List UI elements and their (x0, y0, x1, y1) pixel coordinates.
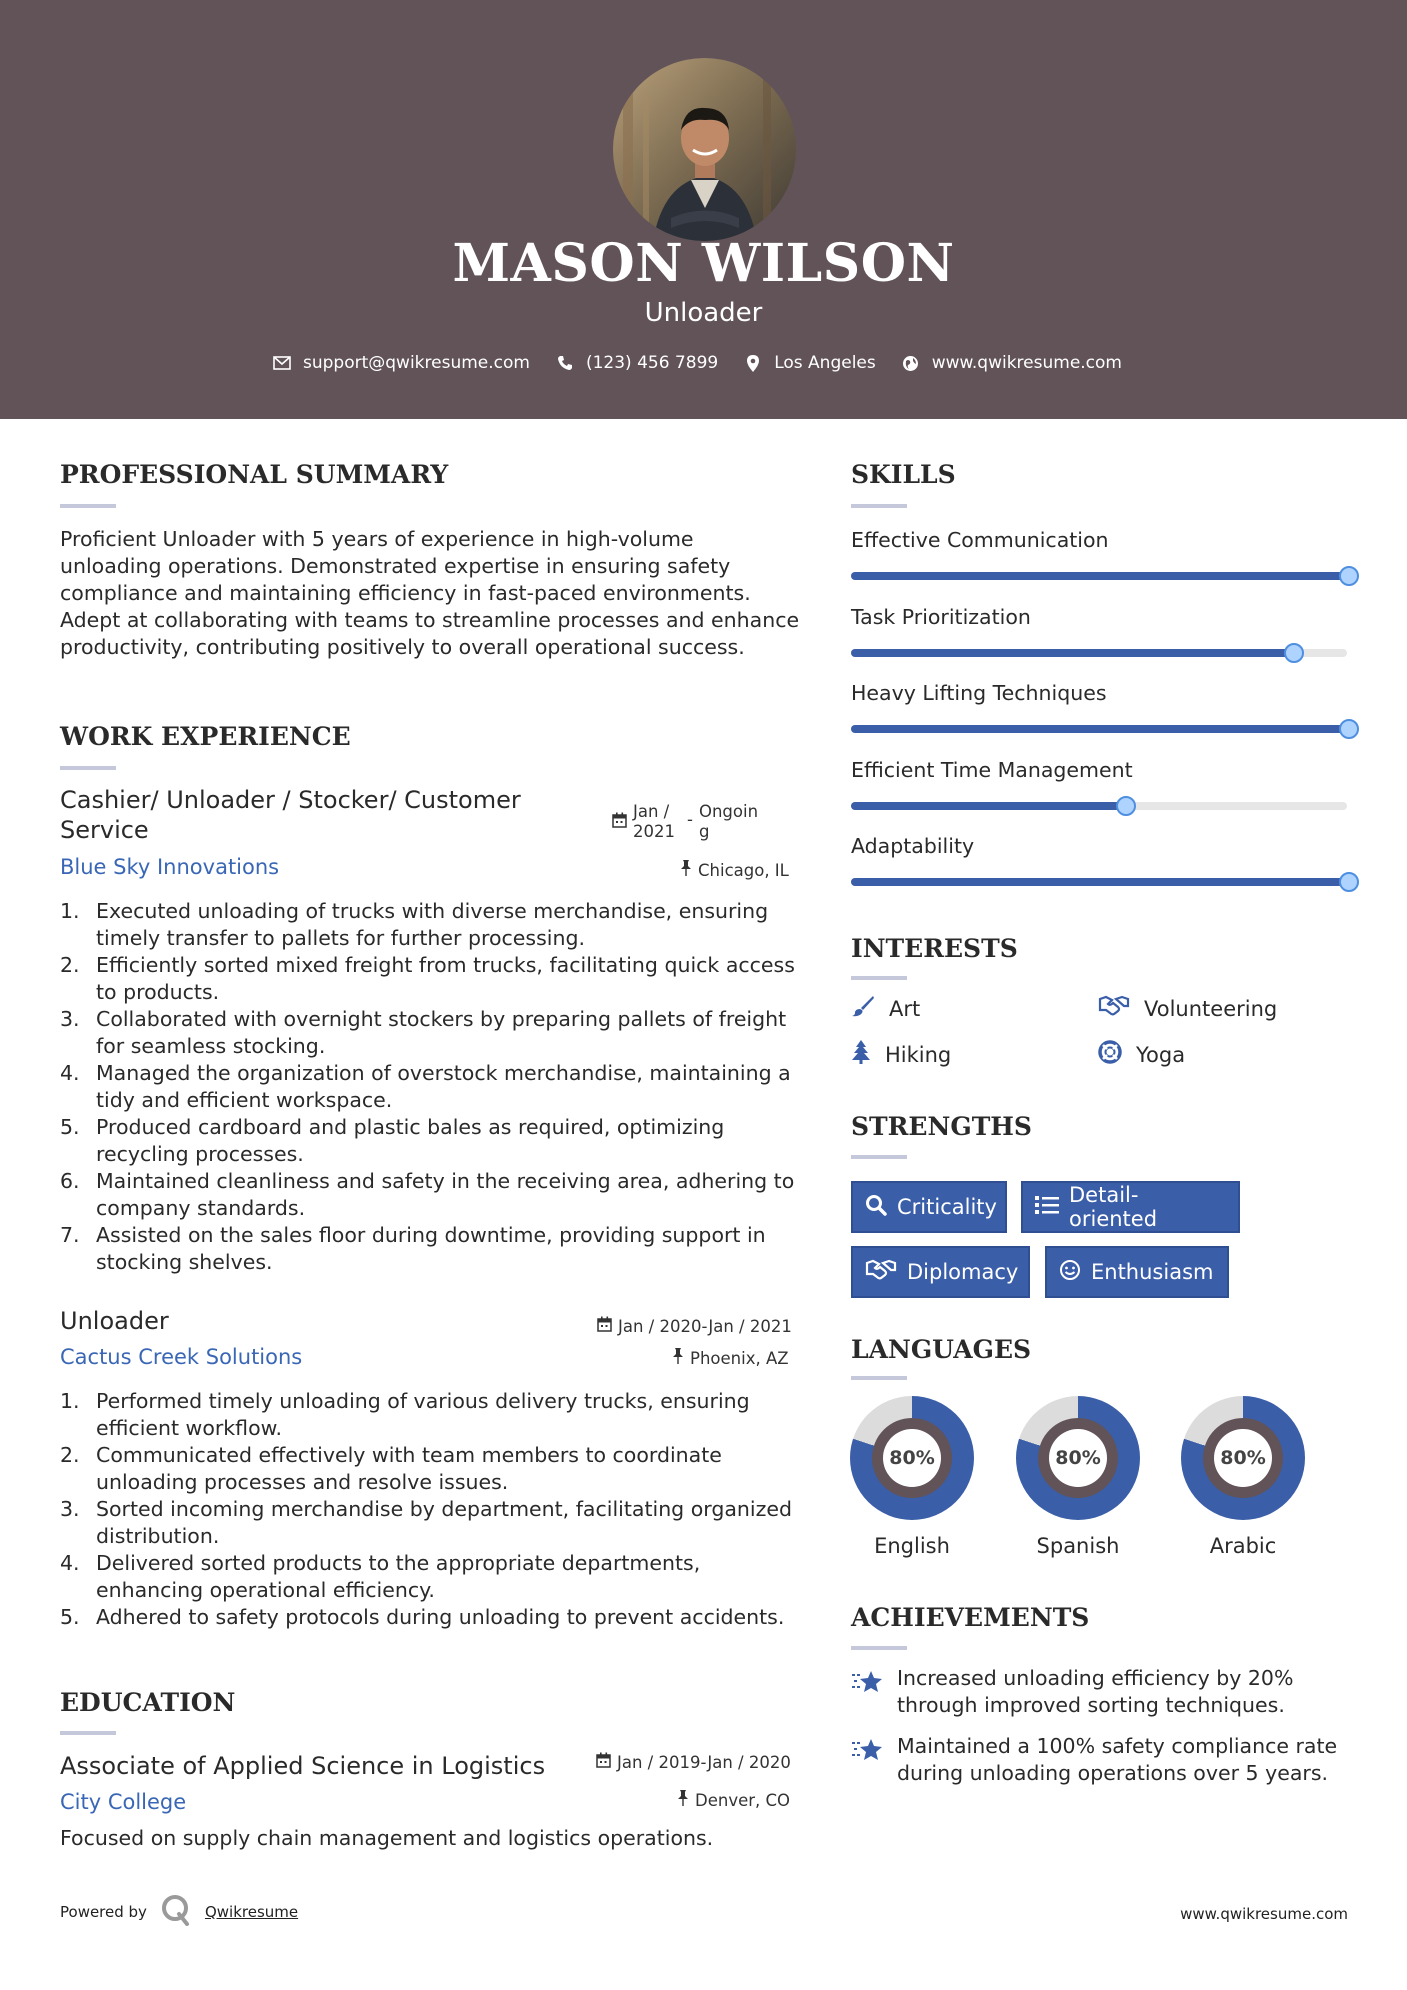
section-divider (60, 1731, 116, 1735)
candidate-name: MASON WILSON (452, 233, 955, 294)
list-item: 3. Sorted incoming merchandise by department, facilitating organized distribution. (60, 1497, 792, 1548)
strength-chip-detail-oriented (1021, 1181, 1240, 1233)
section-divider (851, 504, 907, 508)
skill-bar-knob (1116, 796, 1136, 816)
handshake-icon (1098, 995, 1130, 1022)
job-date (612, 802, 765, 842)
skill-label: Efficient Time Management (851, 757, 1133, 782)
education-location-text: Denver, CO (695, 1790, 791, 1810)
list-item: 1. Performed timely unloading of various delivery trucks, ensuring efficient workflow. (60, 1389, 750, 1440)
search-icon (865, 1194, 887, 1221)
calendar-icon (612, 812, 627, 832)
education-date-text: Jan / 2019-Jan / 2020 (617, 1752, 791, 1772)
skill-bar (851, 572, 1347, 580)
tree-icon (851, 1040, 871, 1069)
brand-link[interactable]: Qwikresume (204, 1903, 299, 1921)
language-ring-inner (1203, 1418, 1283, 1498)
qwikresume-logo-icon (161, 1894, 191, 1930)
skill-label: Adaptability (851, 834, 975, 858)
section-divider (851, 1376, 907, 1380)
paintbrush-icon (851, 995, 875, 1022)
job-bullets (60, 1388, 796, 1631)
section-divider (851, 976, 907, 980)
interest-item-art (851, 995, 920, 1022)
job-location-text: Phoenix, AZ (690, 1348, 789, 1368)
list-item: 7. Assisted on the sales floor during downtime, providing support in stocking shelves. (60, 1223, 766, 1274)
skill-bar-knob (1284, 643, 1304, 663)
interest-item-yoga (1098, 1040, 1185, 1069)
strengths-heading: STRENGTHS (851, 1112, 1032, 1141)
skill-bar-fill (851, 649, 1292, 657)
skill-bar (851, 725, 1347, 733)
school-name[interactable]: City College (60, 1790, 187, 1814)
interest-item-hiking (851, 1040, 951, 1069)
footer-website-link[interactable]: www.qwikresume.com (1180, 1905, 1348, 1923)
achievement-text: Maintained a 100% safety compliance rate during unloading operations over 5 years. (897, 1734, 1338, 1785)
summary-heading: PROFESSIONAL SUMMARY (60, 460, 449, 489)
strength-label: Enthusiasm (1091, 1260, 1214, 1284)
powered-by-text: Powered by (60, 1903, 147, 1921)
job-title: Unloader (60, 1307, 169, 1335)
interest-label: Hiking (885, 1042, 952, 1067)
map-pin-icon (742, 352, 764, 374)
list-item: 5. Produced cardboard and plastic bales as required, optimizing recycling processes. (60, 1115, 725, 1166)
header-banner (0, 0, 1407, 419)
section-divider (60, 504, 116, 508)
location-text: Los Angeles (774, 353, 876, 373)
education-location (677, 1790, 790, 1810)
skill-bar-fill (851, 572, 1347, 580)
skill-bar-knob (1339, 872, 1359, 892)
language-ring (850, 1396, 974, 1520)
interest-item-volunteering (1098, 995, 1277, 1022)
interest-label: Art (889, 996, 921, 1021)
job-location (672, 1348, 789, 1368)
achievement-item (851, 1733, 1351, 1787)
languages-heading: LANGUAGES (851, 1335, 1032, 1364)
list-item: 1. Executed unloading of trucks with diverse merchandise, ensuring timely transfer to pallets for further processing. (60, 899, 769, 950)
list-item: 4. Delivered sorted products to the appropriate departments, enhancing operational efficiency. (60, 1551, 701, 1602)
skills-heading: SKILLS (851, 460, 956, 489)
strength-chip-diplomacy (851, 1246, 1030, 1298)
calendar-icon (596, 1752, 611, 1772)
job-date-end: Ongoing (698, 802, 759, 841)
handshake-icon (865, 1259, 897, 1286)
skill-bar-knob (1339, 566, 1359, 586)
phone-number: (123) 456 7899 (585, 353, 719, 373)
list-item: 2. Communicated effectively with team members to coordinate unloading processes and resolve issues. (60, 1443, 722, 1494)
job-title: Cashier/ Unloader / Stocker/ Customer Service (60, 786, 521, 844)
language-percent: 80% (883, 1429, 941, 1487)
globe-icon (900, 352, 922, 374)
skill-bar (851, 802, 1347, 810)
skill-bar-fill (851, 802, 1124, 810)
section-divider (851, 1646, 907, 1650)
list-item: 2. Efficiently sorted mixed freight from trucks, facilitating quick access to products. (60, 953, 795, 1004)
language-ring (1016, 1396, 1140, 1520)
section-divider (60, 766, 116, 770)
shooting-star-icon (851, 1669, 883, 1719)
calendar-icon (597, 1316, 612, 1336)
pushpin-icon (672, 1348, 684, 1368)
education-date (596, 1752, 791, 1772)
summary-text: Proficient Unloader with 5 years of experience in high-volume unloading operations. Demonstrated expertise in ensuring safety compliance and maintaining efficiency in fast-paced environments. Adept at collaborating with teams to streamline processes and enhance productivity, contributing positively to overall operational success. (60, 527, 800, 659)
shooting-star-icon (851, 1737, 883, 1787)
smile-icon (1059, 1259, 1081, 1286)
job-location (680, 860, 789, 880)
job-date-separator: - (687, 810, 693, 829)
language-ring-inner (1038, 1418, 1118, 1498)
strength-label: Detail-oriented (1069, 1183, 1158, 1231)
skill-bar (851, 878, 1347, 886)
list-item: 5. Adhered to safety protocols during unloading to prevent accidents. (60, 1605, 785, 1629)
job-date-start: Jan / 2021 (633, 802, 675, 841)
list-item: 3. Collaborated with overnight stockers by preparing pallets of freight for seamless stocking. (60, 1007, 787, 1058)
skill-bar-fill (851, 725, 1347, 733)
contact-bar (0, 352, 1407, 374)
education-heading: EDUCATION (60, 1688, 236, 1717)
degree-title: Associate of Applied Science in Logistics (60, 1752, 546, 1780)
avatar (613, 58, 796, 241)
language-percent: 80% (1049, 1429, 1107, 1487)
list-icon (1035, 1195, 1059, 1220)
list-item: 6. Maintained cleanliness and safety in the receiving area, adhering to company standards. (60, 1169, 795, 1220)
skill-label: Heavy Lifting Techniques (851, 681, 1107, 705)
interest-label: Yoga (1136, 1042, 1186, 1067)
company-name[interactable]: Blue Sky Innovations (60, 855, 280, 879)
interest-label: Volunteering (1144, 996, 1278, 1021)
strength-chip-criticality (851, 1181, 1007, 1233)
education-description: Focused on supply chain management and logistics operations. (60, 1826, 714, 1850)
achievements-heading: ACHIEVEMENTS (851, 1603, 1090, 1632)
language-name: English (874, 1534, 950, 1558)
work-heading: WORK EXPERIENCE (60, 722, 351, 751)
language-percent: 80% (1214, 1429, 1272, 1487)
email-link[interactable]: support@qwikresume.com (303, 353, 530, 373)
strength-label: Criticality (897, 1195, 997, 1219)
skill-bar (851, 649, 1347, 657)
language-item (1016, 1396, 1140, 1558)
company-name[interactable]: Cactus Creek Solutions (60, 1345, 303, 1369)
skill-label: Effective Communication (851, 528, 1109, 552)
pushpin-icon (677, 1790, 689, 1810)
skill-bar-fill (851, 878, 1347, 886)
language-ring-inner (872, 1418, 952, 1498)
language-ring (1181, 1396, 1305, 1520)
website-link[interactable]: www.qwikresume.com (931, 353, 1122, 373)
footer-branding (60, 1894, 298, 1930)
phone-icon (554, 352, 576, 374)
list-item: 4. Managed the organization of overstock merchandise, maintaining a tidy and efficient workspace. (60, 1061, 791, 1112)
achievement-item (851, 1665, 1351, 1719)
pushpin-icon (680, 860, 692, 880)
section-divider (851, 1155, 907, 1159)
strength-chip-enthusiasm (1045, 1246, 1229, 1298)
job-date (597, 1316, 792, 1336)
job-bullets (60, 898, 796, 1276)
job-location-text: Chicago, IL (698, 860, 789, 880)
skill-bar-knob (1339, 719, 1359, 739)
job-date-text: Jan / 2020-Jan / 2021 (618, 1316, 792, 1336)
lifering-icon (1098, 1040, 1122, 1069)
language-name: Arabic (1209, 1534, 1277, 1558)
language-item (1181, 1396, 1305, 1558)
skill-label: Task Prioritization (851, 604, 1031, 629)
interests-heading: INTERESTS (851, 934, 1018, 963)
language-name: Spanish (1036, 1534, 1120, 1558)
achievement-text: Increased unloading efficiency by 20% through improved sorting techniques. (897, 1666, 1294, 1717)
strength-label: Diplomacy (907, 1260, 1019, 1284)
language-item (850, 1396, 974, 1558)
email-icon (271, 352, 293, 374)
candidate-role: Unloader (644, 298, 763, 328)
